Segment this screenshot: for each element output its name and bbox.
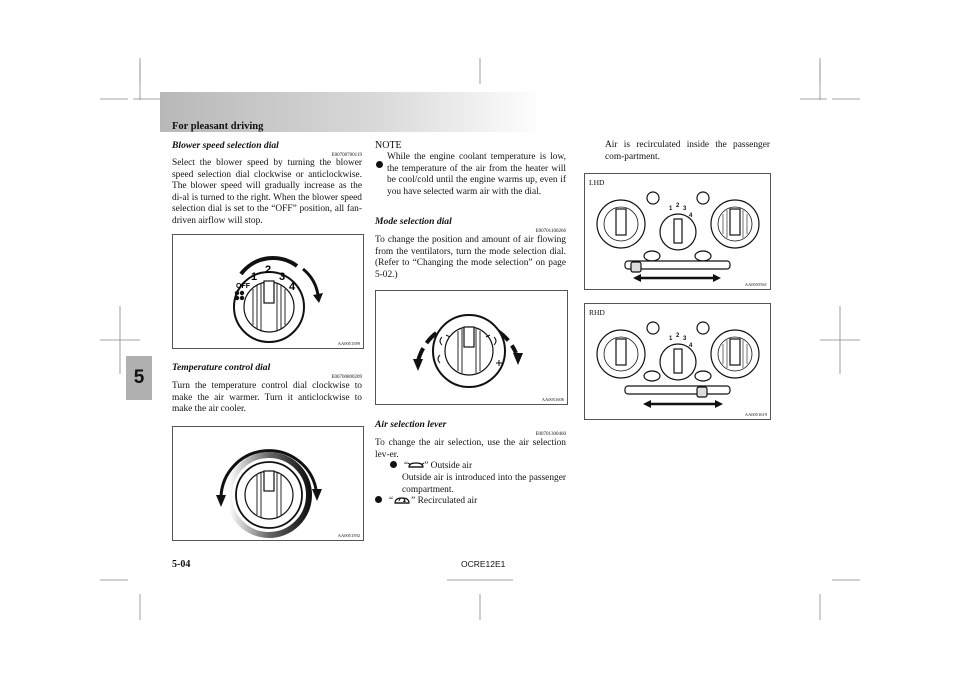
- note-text: While the engine coolant temperature is low, the temperature of the air from the heater will be cool/cold until the engine warms up, even if you have selected warm air with the dial.: [387, 152, 566, 197]
- outside-air-desc: Outside air is introduced into the passenger compartment.: [402, 473, 566, 495]
- dial-label-1: 1: [251, 271, 258, 283]
- svg-text:3: 3: [683, 206, 687, 212]
- recirc-air-label: ” Recirculated air: [411, 496, 478, 507]
- blower-code: E00700700119: [331, 153, 362, 158]
- temperature-code: E00700800209: [331, 375, 362, 380]
- blower-text: Select the blower speed by turning the blower speed selection dial clockwise or anticlockwise. The blower speed will gradually increase as the di-al is turned to the right. When the blower speed selection dial is set to the “OFF” position, all fan-driven airflow will stop.: [172, 158, 362, 226]
- mode-dial-illustration: [376, 291, 567, 404]
- outside-air-item: [390, 461, 472, 473]
- quote-open: “: [389, 496, 394, 507]
- mode-text: To change the position and amount of air flowing from the ventilators, turn the mode selection dial. (Refer to “Changing the mode selection” on page 5-02.): [375, 235, 566, 280]
- temperature-text: Turn the temperature control dial clockwise to make the air warmer. Turn it anticlockwise to make the air cooler.: [172, 381, 362, 415]
- rhd-panel-figure: [584, 303, 771, 420]
- outside-air-label: ” Outside air: [424, 461, 473, 471]
- note-bullet: [376, 155, 383, 173]
- svg-text:3: 3: [683, 336, 687, 342]
- figure-code: AA0051619: [744, 412, 767, 417]
- blower-dial-figure: [172, 234, 364, 349]
- figure-code: AA0051606: [541, 397, 564, 402]
- rhd-panel-illustration: [585, 304, 770, 419]
- recirculated-air-icon: [393, 496, 411, 506]
- figure-code: AA0055561: [744, 282, 767, 287]
- figure-code: AA0051592: [337, 533, 360, 538]
- page-header-title: For pleasant driving: [172, 121, 264, 132]
- dial-label-3: 3: [279, 271, 286, 283]
- figure-code: AA0051589: [337, 341, 360, 346]
- svg-text:4: 4: [689, 213, 693, 219]
- air-heading: Air selection lever: [375, 419, 447, 430]
- lhd-label: LHD: [589, 178, 605, 187]
- outside-air-icon: [408, 461, 424, 470]
- recirc-air-item: [375, 496, 477, 508]
- dial-label-off: OFF: [236, 283, 250, 290]
- svg-text:1: 1: [669, 336, 673, 342]
- dial-label-2: 2: [265, 264, 272, 276]
- svg-text:4: 4: [689, 343, 693, 349]
- note-label: NOTE: [375, 140, 402, 151]
- lhd-panel-figure: [584, 173, 771, 290]
- document-code: OCRE12E1: [461, 559, 506, 569]
- temperature-dial-figure: [172, 426, 364, 541]
- temperature-heading: Temperature control dial: [172, 362, 271, 373]
- temperature-dial-illustration: [173, 427, 363, 540]
- chapter-tab: 5: [126, 356, 152, 400]
- dial-label-4: 4: [289, 281, 296, 293]
- page-number: 5-04: [172, 559, 191, 570]
- rhd-label: RHD: [589, 308, 605, 317]
- svg-text:2: 2: [676, 203, 680, 209]
- mode-code: E00701100266: [535, 229, 566, 234]
- svg-text:2: 2: [676, 333, 680, 339]
- svg-text:1: 1: [669, 206, 673, 212]
- blower-heading: Blower speed selection dial: [172, 140, 279, 151]
- mode-dial-figure: [375, 290, 568, 405]
- quote-open: “: [404, 461, 409, 471]
- mode-heading: Mode selection dial: [375, 216, 452, 227]
- recirc-text: Air is recirculated inside the passenger com-partment.: [605, 140, 770, 162]
- blower-dial-illustration: [173, 235, 363, 348]
- air-text: To change the air selection, use the air selection lev-er.: [375, 438, 566, 460]
- air-code: E00701300460: [535, 432, 566, 437]
- lhd-panel-illustration: [585, 174, 770, 289]
